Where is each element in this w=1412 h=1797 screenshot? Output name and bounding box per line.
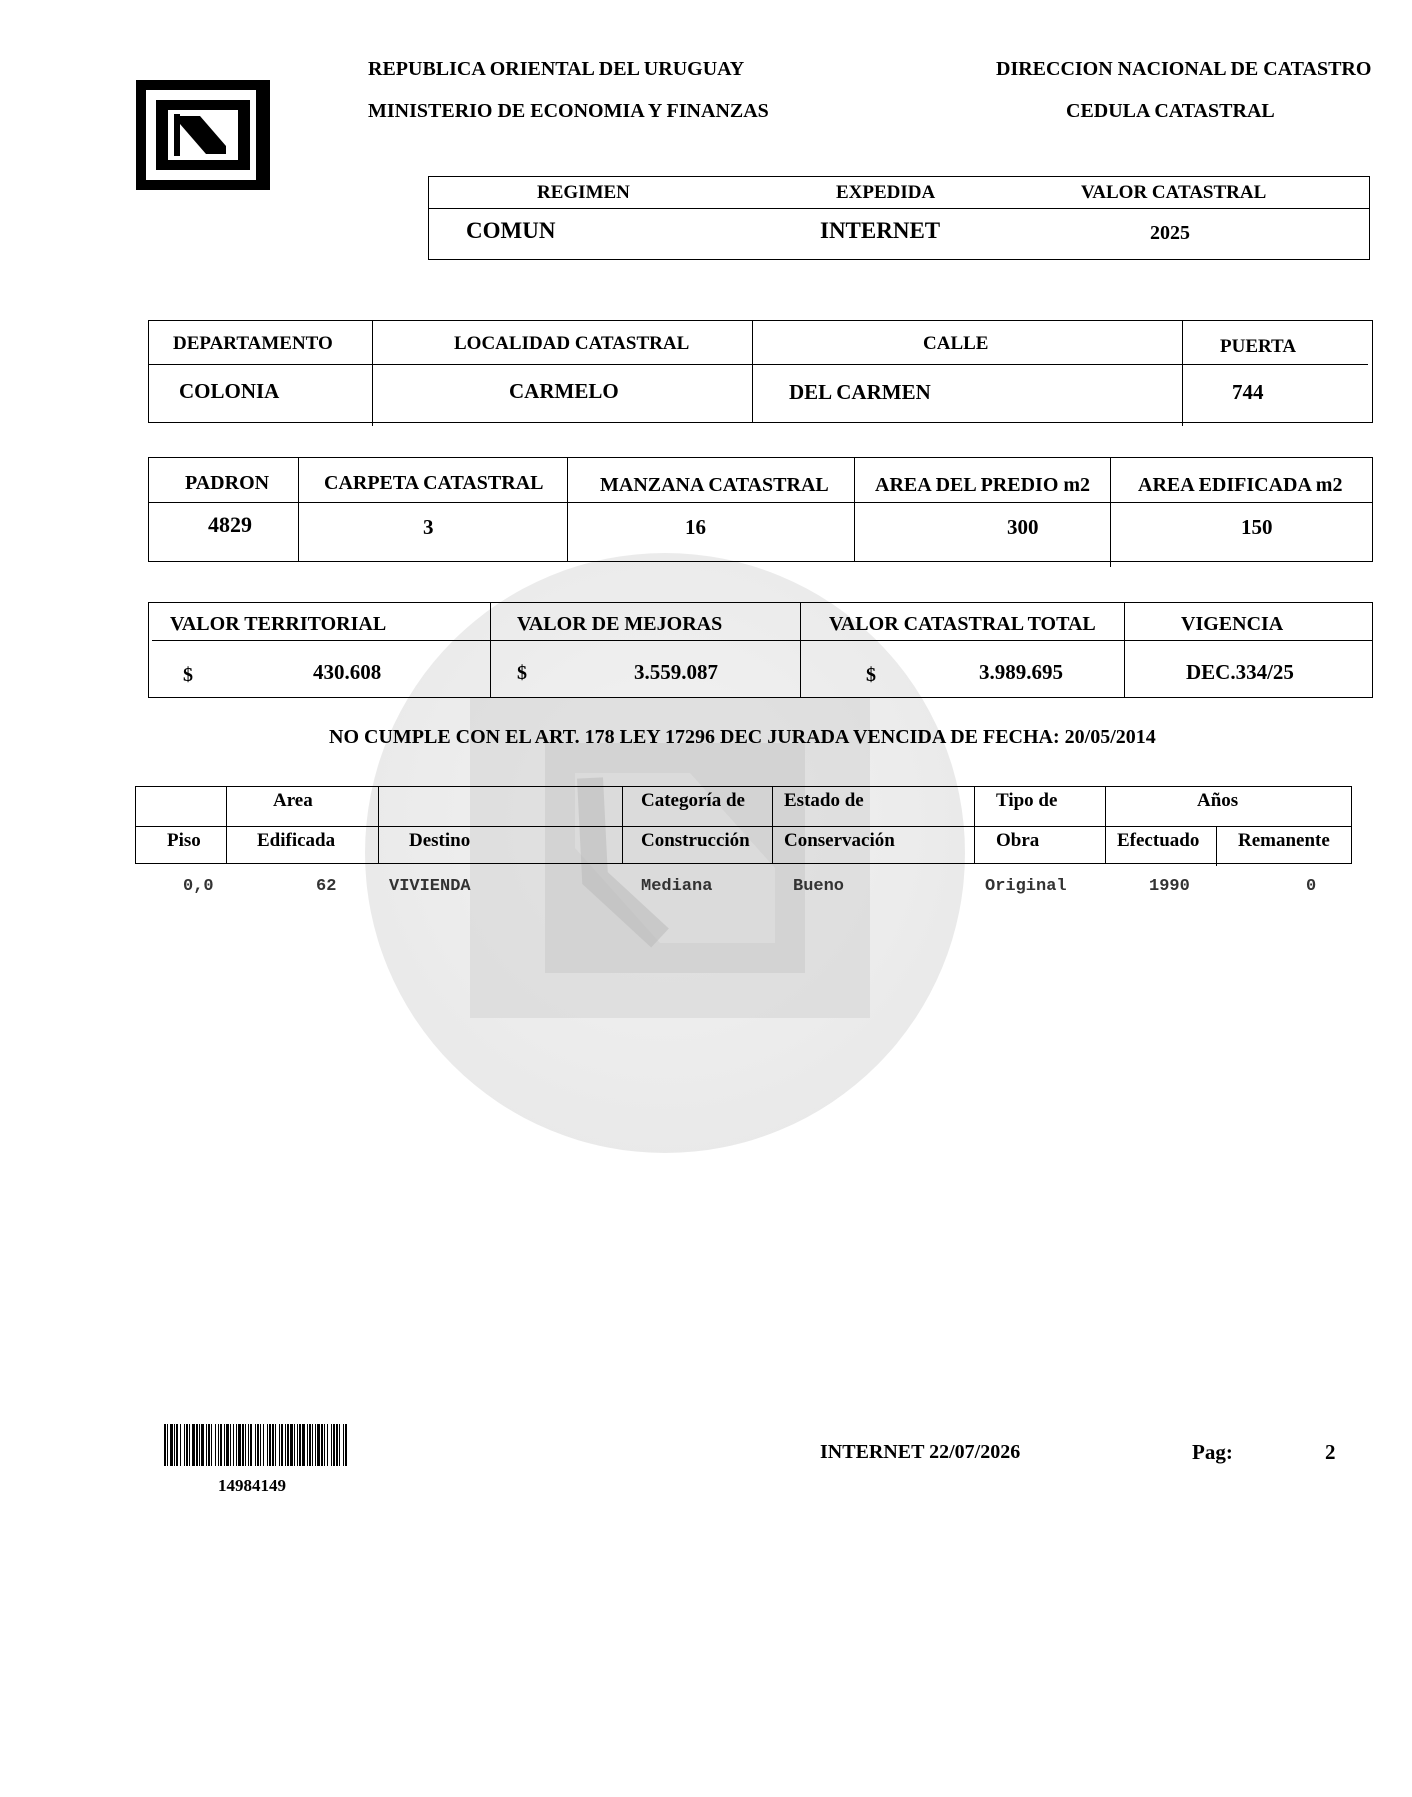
conservacion-header: Conservación [784, 830, 895, 851]
valor-total-value: 3.989.695 [979, 660, 1063, 684]
destino-cell: VIVIENDA [389, 877, 471, 896]
currency-symbol: $ [183, 664, 193, 686]
regimen-label: REGIMEN [537, 182, 630, 203]
area-predio-label: AREA DEL PREDIO m2 [875, 474, 1091, 496]
padron-value: 4829 [208, 512, 252, 537]
destino-header: Destino [409, 830, 471, 851]
departamento-label: DEPARTAMENTO [173, 333, 333, 354]
remanente-header: Remanente [1238, 830, 1330, 851]
piso-header: Piso [167, 830, 201, 851]
divider [298, 457, 299, 562]
page-label: Pag: [1192, 1440, 1233, 1464]
divider [378, 786, 379, 864]
divider [752, 320, 753, 423]
country-title: REPUBLICA ORIENTAL DEL URUGUAY [368, 58, 745, 80]
efectuado-header: Efectuado [1117, 830, 1200, 851]
valor-catastral-year: 2025 [1150, 222, 1190, 244]
divider [148, 364, 1368, 365]
piso-cell: 0,0 [183, 877, 214, 896]
regimen-value: COMUN [466, 218, 556, 243]
departamento-value: COLONIA [179, 379, 280, 403]
valor-total-label: VALOR CATASTRAL TOTAL [829, 613, 1096, 635]
agency-title: DIRECCION NACIONAL DE CATASTRO [996, 58, 1372, 80]
anos-header: Años [1197, 790, 1239, 811]
divider [428, 208, 1370, 209]
divider [226, 786, 227, 864]
area-edificada-value: 150 [1241, 515, 1273, 539]
divider [1105, 786, 1106, 864]
categoria-header: Categoría de [641, 790, 745, 811]
divider [800, 602, 801, 698]
area-predio-value: 300 [1007, 515, 1039, 539]
divider [567, 457, 568, 562]
tipo-cell: Original [985, 877, 1067, 896]
divider [974, 786, 975, 864]
expedida-value: INTERNET [820, 218, 941, 243]
vigencia-value: DEC.334/25 [1186, 660, 1294, 684]
divider [152, 640, 1373, 641]
expedida-label: EXPEDIDA [836, 182, 936, 203]
currency-symbol: $ [866, 664, 876, 686]
estado-cell: Bueno [793, 877, 845, 896]
divider [135, 826, 1352, 827]
catastro-logo [136, 80, 274, 190]
tipo-header: Tipo de [996, 790, 1058, 811]
valor-territorial-value: 430.608 [313, 660, 382, 684]
puerta-value: 744 [1232, 380, 1264, 404]
manzana-value: 16 [685, 515, 706, 539]
valor-catastral-label: VALOR CATASTRAL [1081, 182, 1267, 203]
construccion-header: Construcción [641, 830, 750, 851]
localidad-value: CARMELO [509, 379, 619, 403]
divider [854, 457, 855, 562]
barcode-number: 14984149 [218, 1476, 286, 1495]
calle-label: CALLE [923, 333, 989, 354]
divider [772, 786, 773, 864]
issued-text: INTERNET 22/07/2026 [820, 1441, 1021, 1463]
area-edificada-label: AREA EDIFICADA m2 [1138, 474, 1343, 496]
divider [372, 320, 373, 426]
notice-text: NO CUMPLE CON EL ART. 178 LEY 17296 DEC JURADA VENCIDA DE FECHA: 20/05/2014 [329, 726, 1156, 748]
valor-mejoras-label: VALOR DE MEJORAS [517, 613, 723, 635]
calle-value: DEL CARMEN [789, 380, 931, 404]
carpeta-label: CARPETA CATASTRAL [324, 472, 544, 494]
area-cell: 62 [316, 877, 337, 896]
carpeta-value: 3 [423, 515, 434, 539]
barcode [164, 1424, 482, 1466]
localidad-label: LOCALIDAD CATASTRAL [454, 333, 690, 354]
vigencia-label: VIGENCIA [1181, 613, 1284, 635]
area-header: Area [273, 790, 313, 811]
divider [1216, 826, 1217, 866]
valor-territorial-label: VALOR TERRITORIAL [170, 613, 387, 635]
categoria-cell: Mediana [641, 877, 713, 896]
divider [490, 602, 491, 698]
padron-label: PADRON [185, 472, 270, 494]
divider [1124, 602, 1125, 698]
divider [1182, 320, 1183, 426]
divider [1110, 457, 1111, 567]
estado-header: Estado de [784, 790, 864, 811]
efectuado-cell: 1990 [1149, 877, 1190, 896]
currency-symbol: $ [517, 662, 527, 684]
manzana-label: MANZANA CATASTRAL [600, 474, 829, 496]
divider [148, 502, 1373, 503]
remanente-cell: 0 [1306, 877, 1317, 896]
divider [622, 786, 623, 864]
puerta-label: PUERTA [1220, 336, 1297, 357]
valor-mejoras-value: 3.559.087 [634, 660, 718, 684]
document-type-title: CEDULA CATASTRAL [1066, 100, 1275, 122]
edificada-header: Edificada [257, 830, 336, 851]
page-number: 2 [1325, 1440, 1336, 1464]
ministry-title: MINISTERIO DE ECONOMIA Y FINANZAS [368, 100, 769, 122]
obra-header: Obra [996, 830, 1040, 851]
